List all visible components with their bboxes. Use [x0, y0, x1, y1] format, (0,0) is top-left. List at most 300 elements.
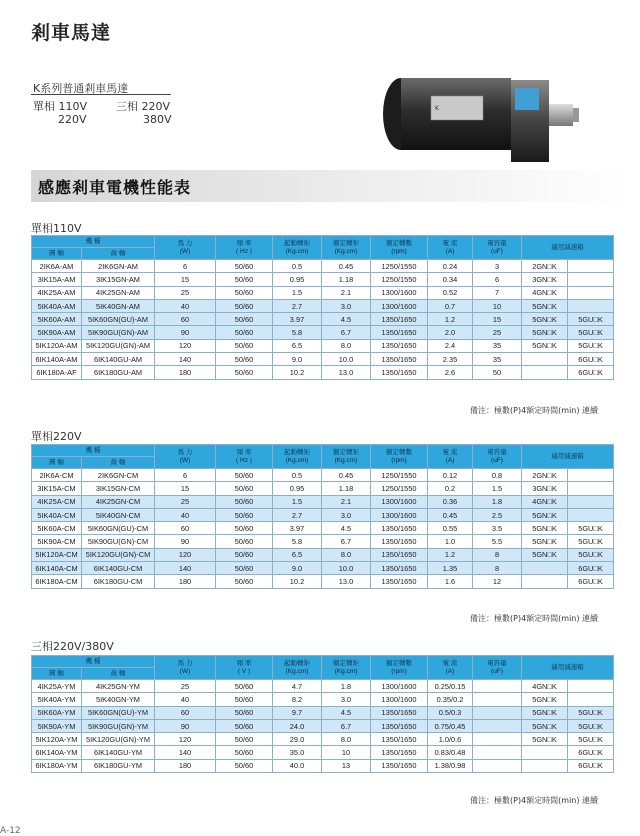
header-rated-speed-unit: (rpm) — [391, 456, 407, 464]
table-cell: 6GU□K — [568, 746, 614, 759]
table-cell: 50/60 — [216, 680, 273, 693]
table-cell: 50/60 — [216, 273, 273, 286]
table-cell: 4GN□K — [522, 495, 568, 508]
header-machine: 機 種 — [32, 236, 155, 248]
table-cell: 6IK140GU-AM — [82, 353, 155, 366]
table-cell: 10.0 — [322, 353, 371, 366]
section-label-220: 單相220V — [31, 430, 82, 443]
table-cell: 120 — [155, 548, 216, 561]
header-rated-speed-unit: (rpm) — [391, 667, 407, 675]
table-cell: 1300/1600 — [371, 495, 428, 508]
table-cell: 6IK180A-YM — [32, 759, 82, 772]
table-cell: 1300/1600 — [371, 299, 428, 312]
header-frequency-unit: ( Hz ) — [236, 247, 252, 255]
header-power-unit: (W) — [179, 456, 191, 464]
table-cell: 50/60 — [216, 548, 273, 561]
table-cell: 1250/1550 — [371, 273, 428, 286]
table-cell: 6 — [155, 260, 216, 273]
header-round-shaft: 圓 軸 — [32, 457, 82, 469]
table-cell: 3IK15A-CM — [32, 482, 82, 495]
table-cell: 2.7 — [273, 299, 322, 312]
note-three-phase: 備注：極數(P)4額定時間(min) 連續 — [470, 796, 599, 805]
table-cell: 8 — [473, 548, 522, 561]
table-cell: 1.35 — [428, 562, 473, 575]
header-rated-torque-unit: (Kg.cm) — [334, 667, 358, 675]
table-cell: 5IK60GN(GU)-YM — [82, 706, 155, 719]
table-cell: 25 — [473, 326, 522, 339]
table-cell: 50/60 — [216, 326, 273, 339]
table-cell: 6.5 — [273, 339, 322, 352]
header-capacitor-unit: (uF) — [491, 247, 503, 255]
table-cell: 5.8 — [273, 326, 322, 339]
table-cell: 5GU□K — [568, 339, 614, 352]
page-footer: A-12 — [0, 826, 21, 836]
table-cell: 6IK140A-CM — [32, 562, 82, 575]
header-power-label: 馬 力 — [177, 448, 193, 456]
table-cell: 1300/1600 — [371, 286, 428, 299]
header-current-label: 電 流 — [442, 448, 458, 456]
table-cell: 60 — [155, 522, 216, 535]
table-cell: 5GU□K — [568, 326, 614, 339]
motor-badge-text: K — [435, 105, 439, 112]
table-cell: 2GN□K — [522, 260, 568, 273]
page-title: 剎車馬達 — [31, 22, 112, 44]
table-cell: 50/60 — [216, 733, 273, 746]
table-row — [32, 339, 614, 352]
table-row — [32, 719, 614, 732]
table-cell — [568, 299, 614, 312]
table-cell: 3GN□K — [522, 482, 568, 495]
header-gear-shaft: 齒 軸 — [82, 248, 155, 260]
header-start-torque-unit: (Kg.cm) — [285, 247, 309, 255]
table-cell: 50/60 — [216, 522, 273, 535]
table-cell: 6IK140A-AM — [32, 353, 82, 366]
table-row — [32, 366, 614, 379]
table-cell: 50/60 — [216, 719, 273, 732]
table-cell: 50/60 — [216, 299, 273, 312]
table-cell: 2IK6GN-CM — [82, 469, 155, 482]
header-start-torque-label: 起動轉矩 — [284, 659, 310, 667]
section-label-three-phase: 三相220V/380V — [31, 640, 114, 653]
table-cell: 5GN□K — [522, 326, 568, 339]
table-cell — [473, 733, 522, 746]
table-cell: 2.7 — [273, 508, 322, 521]
table-cell: 6.7 — [322, 535, 371, 548]
table-cell: 3.0 — [322, 299, 371, 312]
table-cell: 25 — [155, 286, 216, 299]
table-cell: 180 — [155, 366, 216, 379]
table-cell: 2.0 — [428, 326, 473, 339]
table-cell: 1.18 — [322, 273, 371, 286]
table-cell: 4GN□K — [522, 286, 568, 299]
table-cell: 140 — [155, 562, 216, 575]
table-cell: 50/60 — [216, 746, 273, 759]
table-cell: 10 — [473, 299, 522, 312]
table-row — [32, 260, 614, 273]
table-cell — [522, 746, 568, 759]
header-capacitor — [473, 656, 522, 680]
section-label-110: 單相110V — [31, 222, 82, 235]
table-cell — [473, 759, 522, 772]
table-row — [32, 495, 614, 508]
header-frequency — [216, 445, 273, 469]
table-cell: 1350/1650 — [371, 535, 428, 548]
series-name: K系列普通剎車馬達 — [33, 82, 129, 95]
header-rated-speed-label: 額定轉數 — [386, 659, 412, 667]
table-row — [32, 575, 614, 588]
table-cell: 3IK15GN-AM — [82, 273, 155, 286]
header-rated-torque-unit: (Kg.cm) — [334, 456, 358, 464]
table-cell: 50/60 — [216, 495, 273, 508]
table-cell: 50/60 — [216, 482, 273, 495]
header-round-shaft: 圓 軸 — [32, 668, 82, 680]
table-cell: 0.34 — [428, 273, 473, 286]
table-cell: 13.0 — [322, 366, 371, 379]
header-current — [428, 236, 473, 260]
table-cell: 5IK60A-CM — [32, 522, 82, 535]
table-cell: 15 — [155, 273, 216, 286]
table-cell: 1300/1600 — [371, 508, 428, 521]
header-start-torque-unit: (Kg.cm) — [285, 667, 309, 675]
table-cell: 120 — [155, 339, 216, 352]
header-current-unit: (A) — [445, 456, 455, 464]
table-cell: 5IK90GU(GN)-AM — [82, 326, 155, 339]
table-cell: 8.0 — [322, 339, 371, 352]
table-cell: 1.2 — [428, 313, 473, 326]
table-cell: 5IK120GU(GN)-CM — [82, 548, 155, 561]
table-cell: 2.4 — [428, 339, 473, 352]
table-cell: 5.5 — [473, 535, 522, 548]
table-cell: 6.7 — [322, 326, 371, 339]
table-cell: 4IK25GN-YM — [82, 680, 155, 693]
header-power-unit: (W) — [179, 247, 191, 255]
header-rated-speed — [371, 236, 428, 260]
table-cell: 6 — [473, 273, 522, 286]
table-cell: 4IK25GN-AM — [82, 286, 155, 299]
header-start-torque-label: 起動轉矩 — [284, 448, 310, 456]
table-cell: 1300/1600 — [371, 693, 428, 706]
table-cell: 1350/1650 — [371, 759, 428, 772]
header-machine: 機 種 — [32, 656, 155, 668]
table-cell: 8.0 — [322, 733, 371, 746]
spec-three-220: 三相 220V — [116, 100, 171, 113]
header-power — [155, 445, 216, 469]
table-cell: 0.95 — [273, 273, 322, 286]
header-start-torque — [273, 445, 322, 469]
table-cell: 3IK15GN-CM — [82, 482, 155, 495]
table-cell: 5.8 — [273, 535, 322, 548]
table-cell: 40.0 — [273, 759, 322, 772]
table-cell: 40 — [155, 508, 216, 521]
table-cell: 4IK25A-AM — [32, 286, 82, 299]
table-cell: 1250/1550 — [371, 482, 428, 495]
table-cell: 1300/1600 — [371, 680, 428, 693]
table-cell: 5IK40A-AM — [32, 299, 82, 312]
table-cell: 6GU□K — [568, 353, 614, 366]
table-cell: 3.97 — [273, 313, 322, 326]
table-cell: 0.45 — [428, 508, 473, 521]
table-cell: 5GN□K — [522, 706, 568, 719]
table-cell: 5GN□K — [522, 733, 568, 746]
header-power — [155, 656, 216, 680]
table-cell — [473, 693, 522, 706]
table-cell: 1350/1650 — [371, 562, 428, 575]
table-cell: 6GU□K — [568, 562, 614, 575]
header-rated-torque-label: 額定轉矩 — [333, 448, 359, 456]
table-cell: 5IK90GU(GN)-CM — [82, 535, 155, 548]
header-current — [428, 445, 473, 469]
table-cell: 5GU□K — [568, 313, 614, 326]
header-rated-speed-label: 額定轉數 — [386, 239, 412, 247]
table-cell: 5IK60A-YM — [32, 706, 82, 719]
header-gear-shaft: 齒 軸 — [82, 457, 155, 469]
table-cell: 1.8 — [322, 680, 371, 693]
table-cell: 3 — [473, 260, 522, 273]
table-cell: 5IK60GN(GU)-AM — [82, 313, 155, 326]
table-cell — [522, 575, 568, 588]
table-cell: 0.83/0.48 — [428, 746, 473, 759]
table-cell: 1350/1650 — [371, 719, 428, 732]
header-start-torque-unit: (Kg.cm) — [285, 456, 309, 464]
header-capacitor — [473, 445, 522, 469]
header-current — [428, 656, 473, 680]
table-cell: 50/60 — [216, 508, 273, 521]
table-cell: 5IK90GU(GN)-YM — [82, 719, 155, 732]
table-cell — [473, 706, 522, 719]
table-row — [32, 680, 614, 693]
table-row — [32, 733, 614, 746]
table-cell: 5IK90A-YM — [32, 719, 82, 732]
table-cell — [522, 353, 568, 366]
table-cell: 90 — [155, 326, 216, 339]
header-gearbox: 適用減速箱 — [522, 236, 614, 260]
table-cell: 5IK40A-CM — [32, 508, 82, 521]
table-cell: 5GN□K — [522, 299, 568, 312]
table-cell — [568, 469, 614, 482]
table-cell: 60 — [155, 313, 216, 326]
table-cell: 6IK180GU-CM — [82, 575, 155, 588]
header-round-shaft: 圓 軸 — [32, 248, 82, 260]
table-cell — [522, 562, 568, 575]
table-row — [32, 522, 614, 535]
header-rated-torque-label: 額定轉矩 — [333, 659, 359, 667]
header-gear-shaft: 齒 軸 — [82, 668, 155, 680]
table-cell: 1.0 — [428, 535, 473, 548]
table-cell: 6GU□K — [568, 366, 614, 379]
table-cell: 1.38/0.98 — [428, 759, 473, 772]
header-current-unit: (A) — [445, 667, 455, 675]
header-rated-speed — [371, 656, 428, 680]
table-cell: 3.0 — [322, 693, 371, 706]
table-cell: 0.7 — [428, 299, 473, 312]
table-cell: 4.7 — [273, 680, 322, 693]
table-cell: 35.0 — [273, 746, 322, 759]
table-cell: 0.55 — [428, 522, 473, 535]
table-cell: 5IK40GN-CM — [82, 508, 155, 521]
table-cell — [568, 286, 614, 299]
table-row — [32, 273, 614, 286]
header-capacitor-unit: (uF) — [491, 456, 503, 464]
table-cell: 5GN□K — [522, 339, 568, 352]
table-cell — [568, 260, 614, 273]
table-cell: 1.6 — [428, 575, 473, 588]
table-cell: 0.52 — [428, 286, 473, 299]
header-power — [155, 236, 216, 260]
table-cell: 0.2 — [428, 482, 473, 495]
table-cell: 10.0 — [322, 562, 371, 575]
table-cell: 5GN□K — [522, 313, 568, 326]
table-cell: 6 — [155, 469, 216, 482]
table-cell: 0.24 — [428, 260, 473, 273]
table-cell: 4GN□K — [522, 680, 568, 693]
spec-single-110: 單相 110V — [33, 100, 88, 113]
table-cell: 2.6 — [428, 366, 473, 379]
table-cell: 2GN□K — [522, 469, 568, 482]
table-cell: 6GU□K — [568, 575, 614, 588]
header-rated-speed-unit: (rpm) — [391, 247, 407, 255]
table-cell: 25 — [155, 495, 216, 508]
table-cell: 3IK15A-AM — [32, 273, 82, 286]
table-cell: 2IK6A-AM — [32, 260, 82, 273]
table-cell: 9.0 — [273, 562, 322, 575]
header-capacitor — [473, 236, 522, 260]
header-current-label: 電 流 — [442, 239, 458, 247]
table-cell: 5IK40A-YM — [32, 693, 82, 706]
table-cell: 1.5 — [473, 482, 522, 495]
table-cell: 5IK40GN-YM — [82, 693, 155, 706]
table-cell — [568, 495, 614, 508]
table-cell: 35 — [473, 339, 522, 352]
table-row — [32, 508, 614, 521]
table-cell: 1.5 — [273, 495, 322, 508]
table-cell — [568, 508, 614, 521]
table-cell: 35 — [473, 353, 522, 366]
table-cell: 5GU□K — [568, 719, 614, 732]
note-220: 備注：極數(P)4額定時間(min) 連續 — [470, 614, 599, 623]
table-cell: 1250/1550 — [371, 469, 428, 482]
table-cell — [473, 680, 522, 693]
table-cell: 5IK120A-AM — [32, 339, 82, 352]
table-row — [32, 535, 614, 548]
table-cell: 8.2 — [273, 693, 322, 706]
table-cell: 1350/1650 — [371, 733, 428, 746]
header-current-label: 電 流 — [442, 659, 458, 667]
table-cell: 5IK90A-AM — [32, 326, 82, 339]
table-cell: 5IK120A-YM — [32, 733, 82, 746]
brake-motor-image — [373, 66, 583, 176]
table-cell: 29.0 — [273, 733, 322, 746]
table-cell: 7 — [473, 286, 522, 299]
table-cell: 0.5/0.3 — [428, 706, 473, 719]
table-cell: 2IK6GN-AM — [82, 260, 155, 273]
table-cell — [522, 366, 568, 379]
header-capacitor-label: 電容量 — [487, 239, 507, 247]
header-frequency-label: 頻 率 — [236, 448, 252, 456]
table-cell: 6.7 — [322, 719, 371, 732]
header-frequency-label: 頻 率 — [236, 239, 252, 247]
header-frequency-unit: ( V ) — [237, 667, 251, 675]
table-cell: 50/60 — [216, 353, 273, 366]
table-cell: 4IK25A-CM — [32, 495, 82, 508]
table-row — [32, 693, 614, 706]
table-cell: 50/60 — [216, 706, 273, 719]
series-divider — [31, 94, 171, 95]
header-rated-speed-label: 額定轉數 — [386, 448, 412, 456]
table-cell: 0.5 — [273, 260, 322, 273]
table-cell: 9.7 — [273, 706, 322, 719]
table-cell: 1350/1650 — [371, 366, 428, 379]
table-cell: 1.8 — [473, 495, 522, 508]
table-cell: 50/60 — [216, 759, 273, 772]
table-cell: 4.5 — [322, 706, 371, 719]
table-cell — [473, 719, 522, 732]
table-cell: 50/60 — [216, 339, 273, 352]
table-cell: 6IK140A-YM — [32, 746, 82, 759]
table-cell: 1350/1650 — [371, 548, 428, 561]
table-cell: 6IK180A-AF — [32, 366, 82, 379]
table-cell: 0.8 — [473, 469, 522, 482]
header-rated-torque-unit: (Kg.cm) — [334, 247, 358, 255]
table-cell — [522, 759, 568, 772]
table-cell: 50/60 — [216, 313, 273, 326]
table-cell: 5IK90A-CM — [32, 535, 82, 548]
header-start-torque-label: 起動轉矩 — [284, 239, 310, 247]
table-cell: 1350/1650 — [371, 522, 428, 535]
header-capacitor-label: 電容量 — [487, 659, 507, 667]
table-cell: 15 — [155, 482, 216, 495]
table-cell: 0.35/0.2 — [428, 693, 473, 706]
table-cell: 4.5 — [322, 522, 371, 535]
table-cell: 0.36 — [428, 495, 473, 508]
table-cell: 5GU□K — [568, 706, 614, 719]
header-gearbox: 適用減速箱 — [522, 445, 614, 469]
table-cell: 6IK140GU-CM — [82, 562, 155, 575]
table-cell: 0.12 — [428, 469, 473, 482]
header-rated-torque — [322, 656, 371, 680]
table-cell: 0.45 — [322, 469, 371, 482]
spec-220: 220V — [58, 113, 87, 126]
table-row — [32, 562, 614, 575]
table-cell: 13.0 — [322, 575, 371, 588]
table-cell: 50/60 — [216, 535, 273, 548]
table-cell: 1.18 — [322, 482, 371, 495]
table-cell: 0.45 — [322, 260, 371, 273]
table-cell: 180 — [155, 575, 216, 588]
table-cell: 24.0 — [273, 719, 322, 732]
table-cell: 9.0 — [273, 353, 322, 366]
table-row — [32, 746, 614, 759]
table-cell: 140 — [155, 353, 216, 366]
header-machine: 機 種 — [32, 445, 155, 457]
header-capacitor-unit: (uF) — [491, 667, 503, 675]
header-power-label: 馬 力 — [177, 659, 193, 667]
table-cell: 5GN□K — [522, 535, 568, 548]
table-cell — [473, 746, 522, 759]
table-cell: 13 — [322, 759, 371, 772]
table-cell: 10 — [322, 746, 371, 759]
table-cell: 5GU□K — [568, 522, 614, 535]
table-cell: 1.2 — [428, 548, 473, 561]
table-cell: 4.5 — [322, 313, 371, 326]
table-cell: 1350/1650 — [371, 353, 428, 366]
table-cell: 1350/1650 — [371, 746, 428, 759]
table-cell: 6IK180A-CM — [32, 575, 82, 588]
table-cell: 5GU□K — [568, 733, 614, 746]
table-cell: 6IK140GU-YM — [82, 746, 155, 759]
table-cell: 1350/1650 — [371, 326, 428, 339]
table-cell: 6IK180GU-AM — [82, 366, 155, 379]
table-cell: 2.35 — [428, 353, 473, 366]
